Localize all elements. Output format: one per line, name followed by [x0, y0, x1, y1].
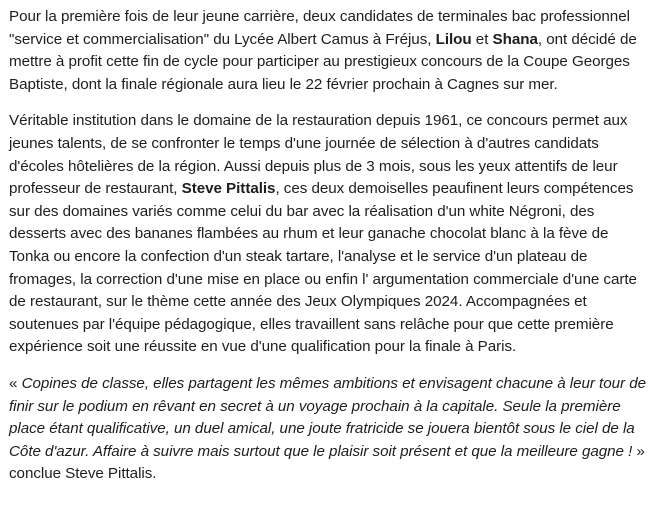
competition-text-start: Véritable institution dans le domaine de la restauration depuis 1961, ce concours permet aux jeunes talents, de se confronter le temps d'une journée de sélection à d'autres candidats d'écoles hôtelières de la région. Aussi depuis plus de 3 mois, sous les yeux attentifs de leur professeur de restaurant, [9, 112, 628, 198]
intro-text-conjunction: et [471, 30, 493, 48]
paragraph-competition [9, 110, 646, 359]
paragraph-quote [9, 373, 646, 486]
competition-text-end: , ces deux demoiselles peaufinent leurs compétences sur des domaines variés comme celui du bar avec la réalisation d'un white Négroni, des desserts avec des bananes flambées au rhum et leur ganache chocolat blanc à la fève de Tonka ou encore la confection d'un steak tartare, l'analyse et le service d'un plateau de fromages, la correction d'une mise en place ou enfin l' argumentation commerciale d'une carte de restaurant, sur le thème cette année des Jeux Olympiques 2024. Accompagnées et soutenues par l'équipe pédagogique, elles travaillent sans relâche pour que cette première expérience soit une réussite en vue d'une qualification pour la finale à Paris. [9, 180, 637, 356]
quote-attribution: » conclue Steve Pittalis. [9, 442, 645, 483]
candidate-name-shana: Shana [492, 30, 538, 48]
paragraph-intro [9, 6, 646, 96]
candidate-name-lilou: Lilou [435, 30, 472, 48]
quote-open-mark: « [9, 374, 22, 392]
intro-text-end: , ont décidé de mettre à profit cette fin de cycle pour participer au prestigieux concours de la Coupe Georges Baptiste, dont la finale régionale aura lieu le 22 février prochain à Cagnes sur mer. [9, 30, 637, 93]
intro-text-start: Pour la première fois de leur jeune carrière, deux candidates de terminales bac professionnel "service et commercialisation" du Lycée Albert Camus à Fréjus, [9, 8, 630, 48]
teacher-name: Steve Pittalis [181, 180, 276, 198]
quote-text: Copines de classe, elles partagent les mêmes ambitions et envisagent chacune à leur tour de finir sur le podium en rêvant en secret à un voyage prochain à la capitale. Seule la première place étant qualificative, un duel amical, une joute fratricide se jouera bientôt sous le ciel de la Côte d'azur. Affaire à suivre mais surtout que le plaisir soit présent et que la meilleure gagne ! [9, 374, 646, 460]
